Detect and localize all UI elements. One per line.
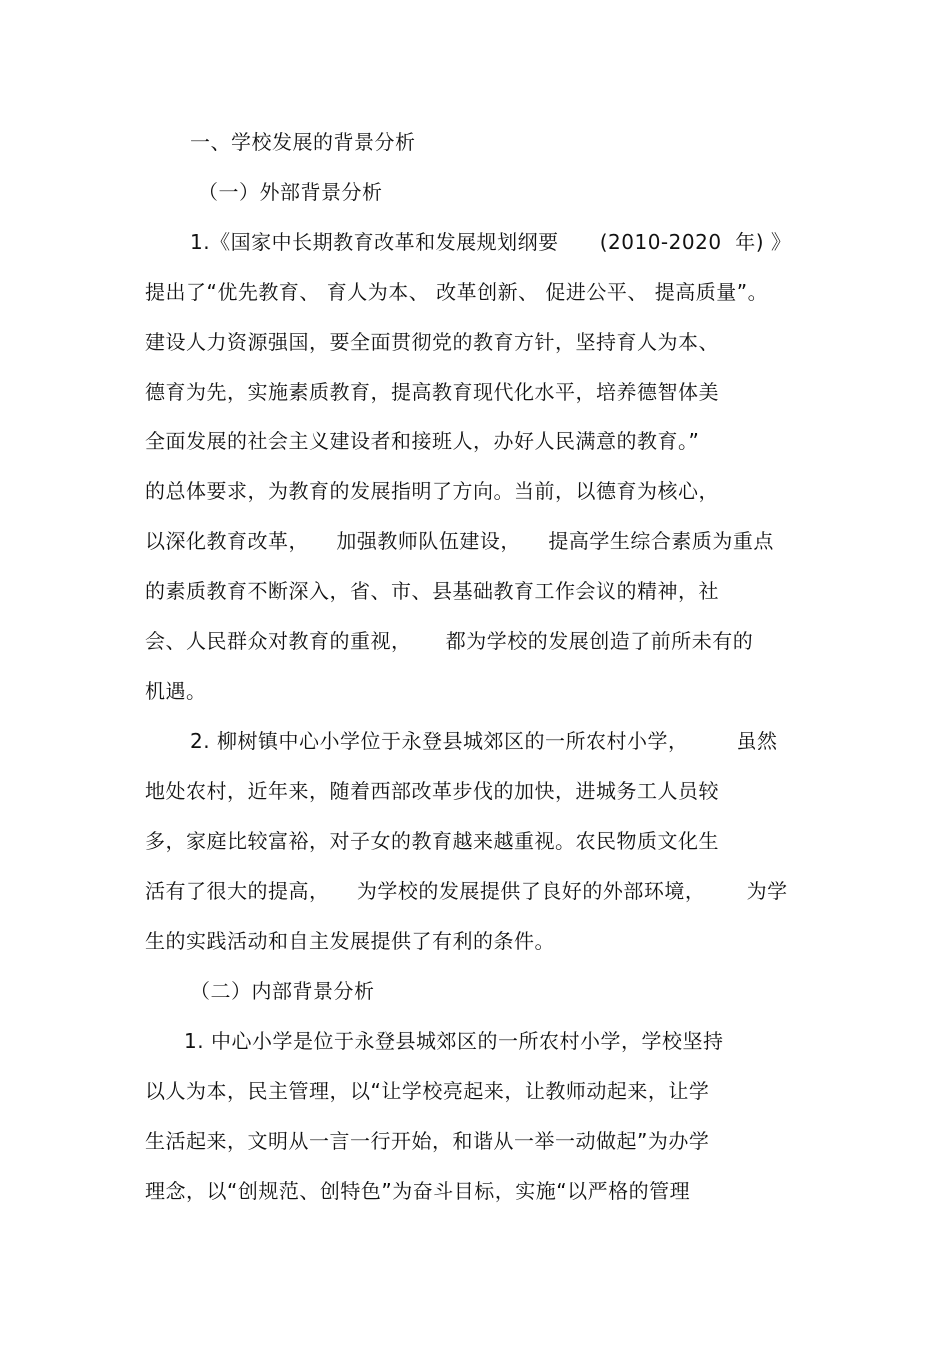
paragraph-line: 提出了“优先教育、 育人为本、 改革创新、 促进公平、 提高质量”。 <box>145 280 769 304</box>
paragraph-line: 的素质教育不断深入，省、市、县基础教育工作会议的精神，社 <box>145 579 719 603</box>
paragraph-line: 建设人力资源强国，要全面贯彻党的教育方针，坚持育人为本、 <box>145 330 719 354</box>
paragraph-line: 活有了很大的提高， 为学校的发展提供了良好的外部环境， 为学 <box>145 879 788 903</box>
paragraph-line: 1.《国家中长期教育改革和发展规划纲要 (2010-2020 年) 》 <box>190 230 792 254</box>
heading-school-background: 一、学校发展的背景分析 <box>190 130 416 154</box>
paragraph-line: 以深化教育改革， 加强教师队伍建设， 提高学生综合素质为重点 <box>145 529 774 553</box>
paragraph-line: 全面发展的社会主义建设者和接班人，办好人民满意的教育。” <box>145 429 700 453</box>
heading-external-background: （一）外部背景分析 <box>198 180 383 204</box>
paragraph-line: 多，家庭比较富裕，对子女的教育越来越重视。农民物质文化生 <box>145 829 719 853</box>
heading-internal-background: （二）内部背景分析 <box>190 979 375 1003</box>
paragraph-line: 生的实践活动和自主发展提供了有利的条件。 <box>145 929 555 953</box>
paragraph-line: 2. 柳树镇中心小学位于永登县城郊区的一所农村小学， 虽然 <box>190 729 778 753</box>
paragraph-line: 德育为先，实施素质教育，提高教育现代化水平，培养德智体美 <box>145 380 719 404</box>
paragraph-line: 会、人民群众对教育的重视， 都为学校的发展创造了前所未有的 <box>145 629 754 653</box>
paragraph-line: 1. 中心小学是位于永登县城郊区的一所农村小学，学校坚持 <box>184 1029 724 1053</box>
paragraph-line: 的总体要求，为教育的发展指明了方向。当前，以德育为核心， <box>145 479 719 503</box>
paragraph-line: 机遇。 <box>145 679 207 703</box>
paragraph-line: 地处农村，近年来，随着西部改革步伐的加快，进城务工人员较 <box>145 779 719 803</box>
paragraph-line: 理念，以“创规范、创特色”为奋斗目标，实施“以严格的管理 <box>145 1179 691 1203</box>
paragraph-line: 生活起来，文明从一言一行开始，和谐从一举一动做起”为办学 <box>145 1129 710 1153</box>
paragraph-line: 以人为本，民主管理，以“让学校亮起来，让教师动起来，让学 <box>145 1079 710 1103</box>
